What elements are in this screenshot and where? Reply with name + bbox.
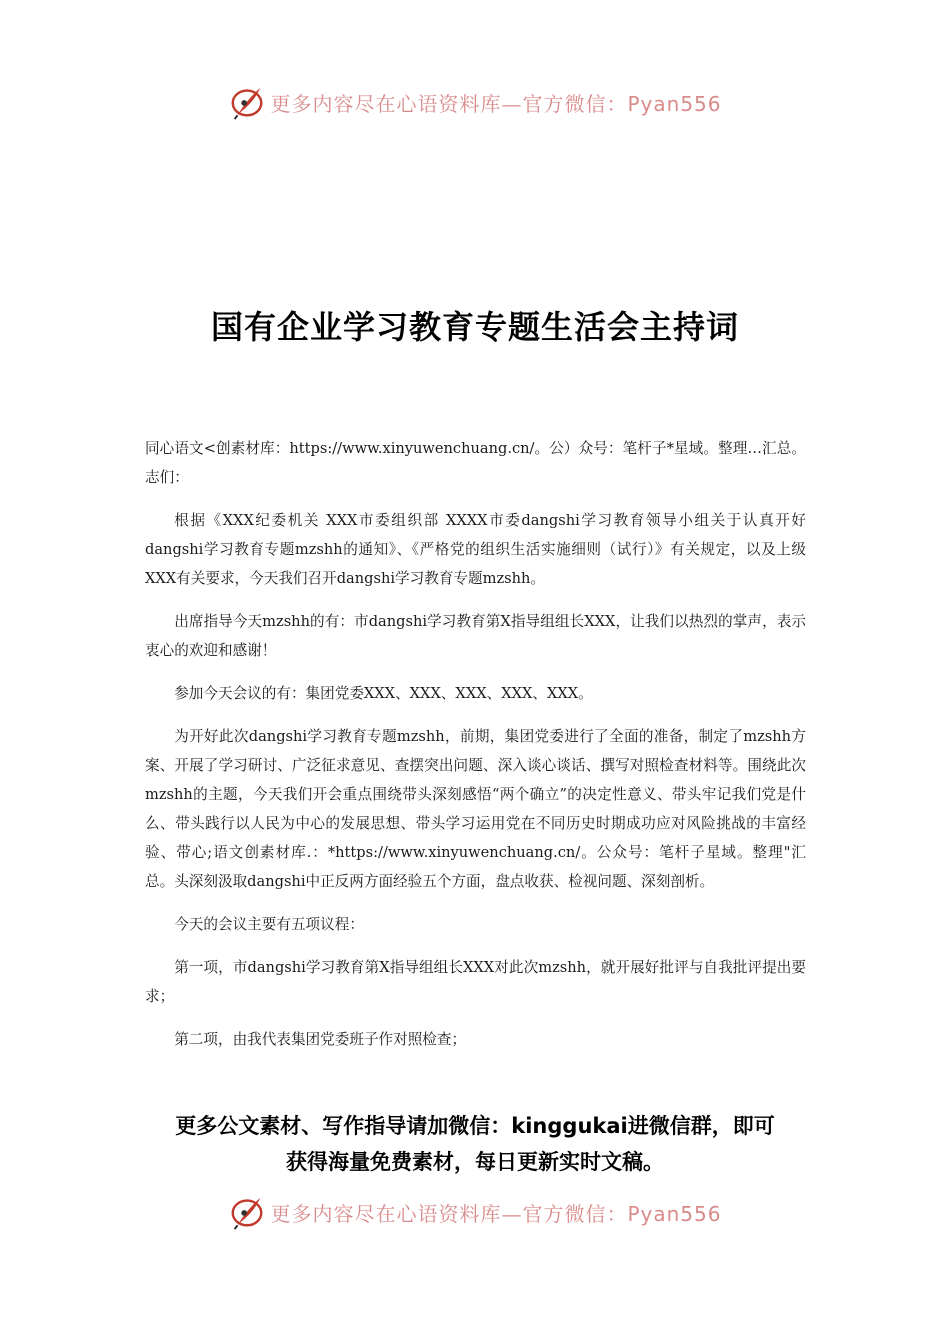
paragraph: 参加今天会议的有：集团党委XXX、XXX、XXX、XXX、XXX。 — [174, 685, 593, 702]
document-title: 国有企业学习教育专题生活会主持词 — [210, 308, 739, 346]
paragraph: 为开好此次dangshi学习教育专题mzshh，前期，集团党委进行了全面的准备，制定了mzshh方案、开展了学习研讨、广泛征求意见、查摆突出问题、深入谈心谈话、撰写对照检查材料等。围绕此次mzshh的主题，今天我们开会重点围绕带头深刻感悟“两个确立”的决定性意义、带头牢记我们党是什么、带头践行以人民为中心的发展思想、带头学习运用党在不同历史时期成功应对风险挑战的丰富经验、带心;语文创素材库.：*https://www.xinyuwenchuang.cn/。公众号：笔杆子星域。整理"汇总。头深刻汲取dangshi中正反两方面经验五个方面，盘点收获、检视问题、深刻剖析。 — [145, 728, 806, 890]
document-body — [145, 434, 806, 1068]
feather-pen-logo-icon — [228, 1193, 266, 1231]
header-banner — [0, 80, 950, 124]
feather-pen-logo-icon — [228, 83, 266, 121]
banner-text: 更多内容尽在心语资料库—官方微信： — [270, 91, 628, 116]
paragraph: 今天的会议主要有五项议程： — [174, 916, 364, 933]
paragraph: 出席指导今天mzshh的有：市dangshi学习教育第X指导组组长XXX，让我们以热烈的掌声，表示衷心的欢迎和感谢！ — [145, 613, 806, 659]
banner-wechat-id: Pyan556 — [627, 91, 722, 116]
paragraph: 第二项，由我代表集团党委班子作对照检查； — [174, 1031, 467, 1048]
paragraph: 同心语文<创素材库：https://www.xinyuwenchuang.cn/。公）众号：笔杆子*星域。整理…汇总。志们： — [145, 440, 806, 486]
banner-wechat-id: Pyan556 — [627, 1201, 722, 1226]
footer-banner — [0, 1190, 950, 1234]
promo-line-1: 更多公文素材、写作指导请加微信：kinggukai进微信群，即可 — [175, 1114, 775, 1138]
paragraph: 根据《XXX纪委机关 XXX市委组织部 XXXX市委dangshi学习教育领导小组关于认真开好dangshi学习教育专题mzshh的通知》、《严格党的组织生活实施细则（试行）》有关规定，以及上级XXX有关要求，今天我们召开dangshi学习教育专题mzshh。 — [145, 512, 806, 587]
paragraph: 第一项，市dangshi学习教育第X指导组组长XXX对此次mzshh，就开展好批评与自我批评提出要求； — [145, 959, 806, 1005]
banner-text: 更多内容尽在心语资料库—官方微信： — [270, 1201, 628, 1226]
promo-notice — [0, 1108, 950, 1180]
promo-line-2: 获得海量免费素材，每日更新实时文稿。 — [286, 1150, 664, 1174]
